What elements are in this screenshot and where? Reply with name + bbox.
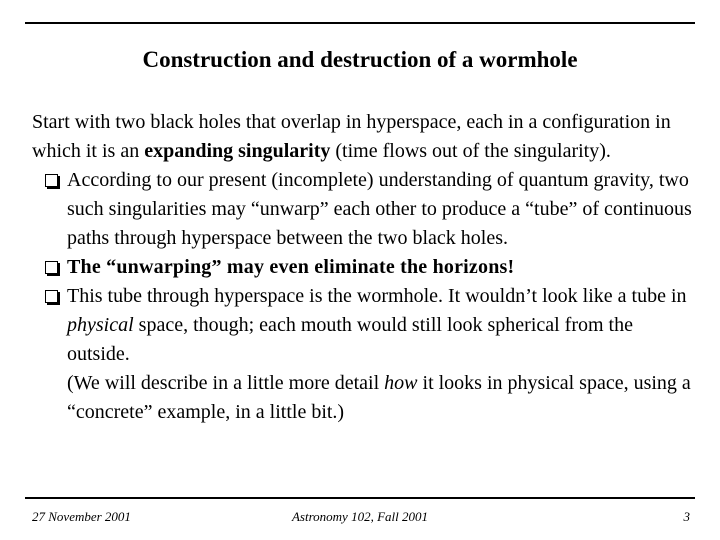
bottom-rule xyxy=(25,497,695,499)
intro-text-start: Start with two black holes that overlap in hyperspace, each in a configuration in which it is an xyxy=(32,111,671,162)
intro-paragraph xyxy=(32,108,692,166)
hollow-square-bullet-icon xyxy=(45,174,58,187)
bullet-text: The “unwarping” may even eliminate the horizons! xyxy=(67,256,515,278)
slide-title: Construction and destruction of a wormhole xyxy=(142,47,578,72)
bullet-text: According to our present (incomplete) understanding of quantum gravity, two such singularities may “unwarp” each other to produce a “tube” of continuous paths through hyperspace between the two black holes. xyxy=(67,169,692,249)
note-text-end: it looks in physical space, using a “concrete” example, in a little bit.) xyxy=(67,372,691,423)
bullet-text-end: space, though; each mouth would still look spherical from the outside. xyxy=(67,314,633,365)
top-rule xyxy=(25,22,695,24)
intro-text-end: (time flows out of the singularity). xyxy=(330,140,611,162)
footer-date: 27 November 2001 xyxy=(32,509,131,524)
bullet-list xyxy=(32,166,692,427)
bullet-item-horizons xyxy=(32,253,692,282)
intro-bold-term: expanding singularity xyxy=(144,140,331,162)
bullet-italic-physical: physical xyxy=(67,314,134,336)
bullet-item-quantum-gravity xyxy=(32,166,692,253)
hollow-square-bullet-icon xyxy=(45,261,58,274)
slide-body xyxy=(32,108,692,427)
footer-page-number: 3 xyxy=(683,509,690,524)
note-text-start: (We will describe in a little more detail xyxy=(67,372,385,394)
bullet-item-wormhole-tube xyxy=(32,282,692,427)
bullet-text-start: This tube through hyperspace is the wormhole. It wouldn’t look like a tube in xyxy=(67,285,687,307)
footer-course: Astronomy 102, Fall 2001 xyxy=(291,509,428,524)
note-italic-how: how xyxy=(384,372,418,394)
hollow-square-bullet-icon xyxy=(45,290,58,303)
